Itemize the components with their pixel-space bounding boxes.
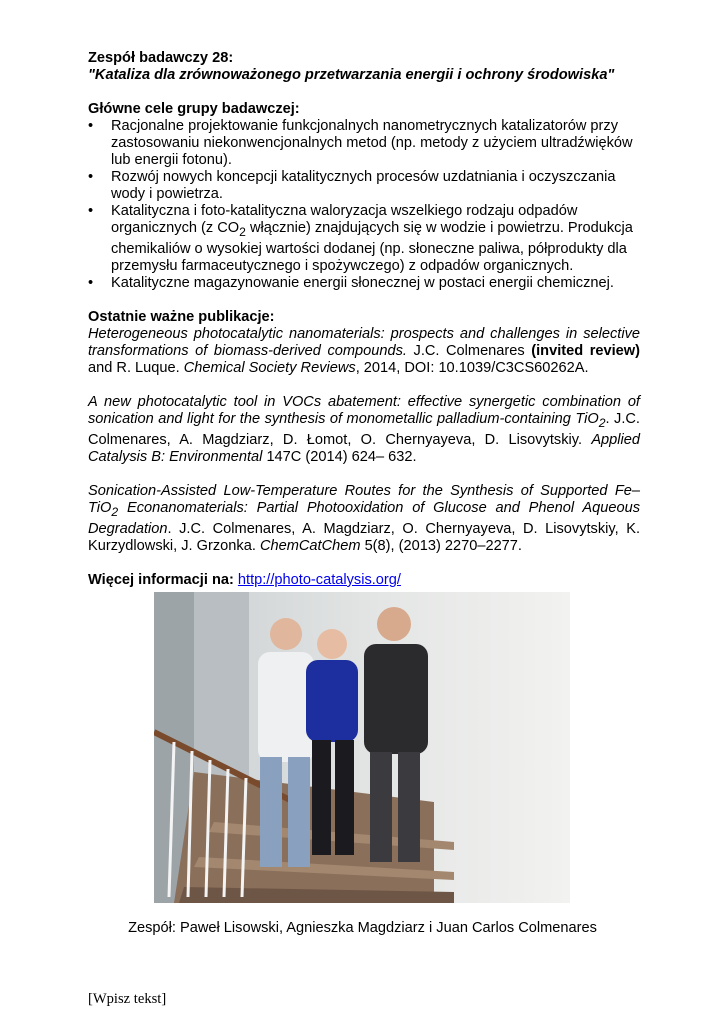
goal-item: • Katalityczne magazynowanie energii słonecznej w postaci energii chemicznej.	[88, 275, 640, 292]
publications-heading: Ostatnie ważne publikacje:	[88, 308, 275, 325]
publication-title: Econanomaterials: Partial Photooxidation of Glucose and Phenol Aqueous Degradation	[88, 499, 640, 537]
goal-item: • Rozwój nowych koncepcji katalitycznych procesów uzdatniania i oczyszczania wody i powietrza.	[88, 169, 640, 203]
team-subtitle: "Kataliza dla zrównoważonego przetwarzania energii i ochrony środowiska"	[88, 67, 615, 83]
goal-item: • Racjonalne projektowanie funkcjonalnych nanometrycznych katalizatorów przy zastosowaniu niekonwencjonalnych metod (np. metody z użyciem ultradźwięków lub energii fotonu).	[88, 118, 640, 169]
footer-placeholder: [Wpisz tekst]	[88, 991, 167, 1007]
goals-heading: Główne cele grupy badawczej:	[88, 101, 300, 117]
goal-text: Katalityczna i foto-katalityczna waloryzacja wszelkiego rodzaju odpadów organicznych (z CO	[111, 203, 578, 236]
team-photo	[154, 592, 570, 903]
publication-authors: J.C. Colmenares	[406, 342, 532, 359]
publication	[88, 326, 640, 377]
publication-authors: . J.C. Colmenares, A. Magdziarz, D. Łomot, O. Chernyayeva, D. Lisovytskiy.	[88, 410, 640, 448]
publication-authors: . J.C. Colmenares, A. Magdziarz, O. Chernyayeva, D. Lisovytskiy, K. Kurzydlowski, J. Grzonka.	[88, 520, 640, 554]
publication-journal: Applied Catalysis B: Environmental	[88, 431, 640, 465]
more-info-label: Więcej informacji na:	[88, 571, 238, 588]
subscript: 2	[598, 415, 606, 430]
publication-journal: Chemical Society Reviews	[183, 359, 356, 376]
publication-details: 5(8), (2013) 2270–2277.	[360, 537, 522, 554]
website-link[interactable]: http://photo-catalysis.org/	[237, 571, 401, 588]
publication	[88, 483, 640, 555]
publication-title: Sonication-Assisted Low-Temperature Routes for the Synthesis of Supported Fe–TiO	[88, 482, 640, 516]
publication-details: , 2014, DOI: 10.1039/C3CS60262A.	[355, 359, 589, 376]
goal-item	[88, 203, 640, 275]
subscript: 2	[239, 224, 246, 239]
goals-list	[88, 118, 640, 292]
publication-authors: and R. Luque.	[88, 359, 184, 376]
publication-title: Heterogeneous photocatalytic nanomaterials: prospects and challenges in selective transformations of biomass-derived compounds.	[88, 325, 640, 359]
publication-journal: ChemCatChem	[259, 537, 361, 554]
goal-text: włącznie) znajdujących się w wodzie i powietrzu. Produkcja chemikaliów o wysokiej wartości dodanej (np. słoneczne paliwa, półprodukty dla przemysłu farmaceutycznego i spożywczego) z odpadów organicznych.	[111, 220, 633, 274]
team-photo-image	[154, 592, 570, 903]
more-info	[88, 572, 640, 589]
publication-title: A new photocatalytic tool in VOCs abatement: effective synergetic combination of sonication and light for the synthesis of monometallic palladium-containing TiO	[88, 393, 640, 427]
subscript: 2	[111, 504, 119, 519]
photo-caption: Zespół: Paweł Lisowski, Agnieszka Magdziarz i Juan Carlos Colmenares	[128, 920, 597, 936]
publication-details: 147C (2014) 624– 632.	[262, 448, 417, 465]
publication-note: (invited review)	[531, 342, 640, 359]
publication	[88, 394, 640, 466]
team-title: Zespół badawczy 28:	[88, 50, 234, 66]
document-body	[88, 50, 640, 589]
